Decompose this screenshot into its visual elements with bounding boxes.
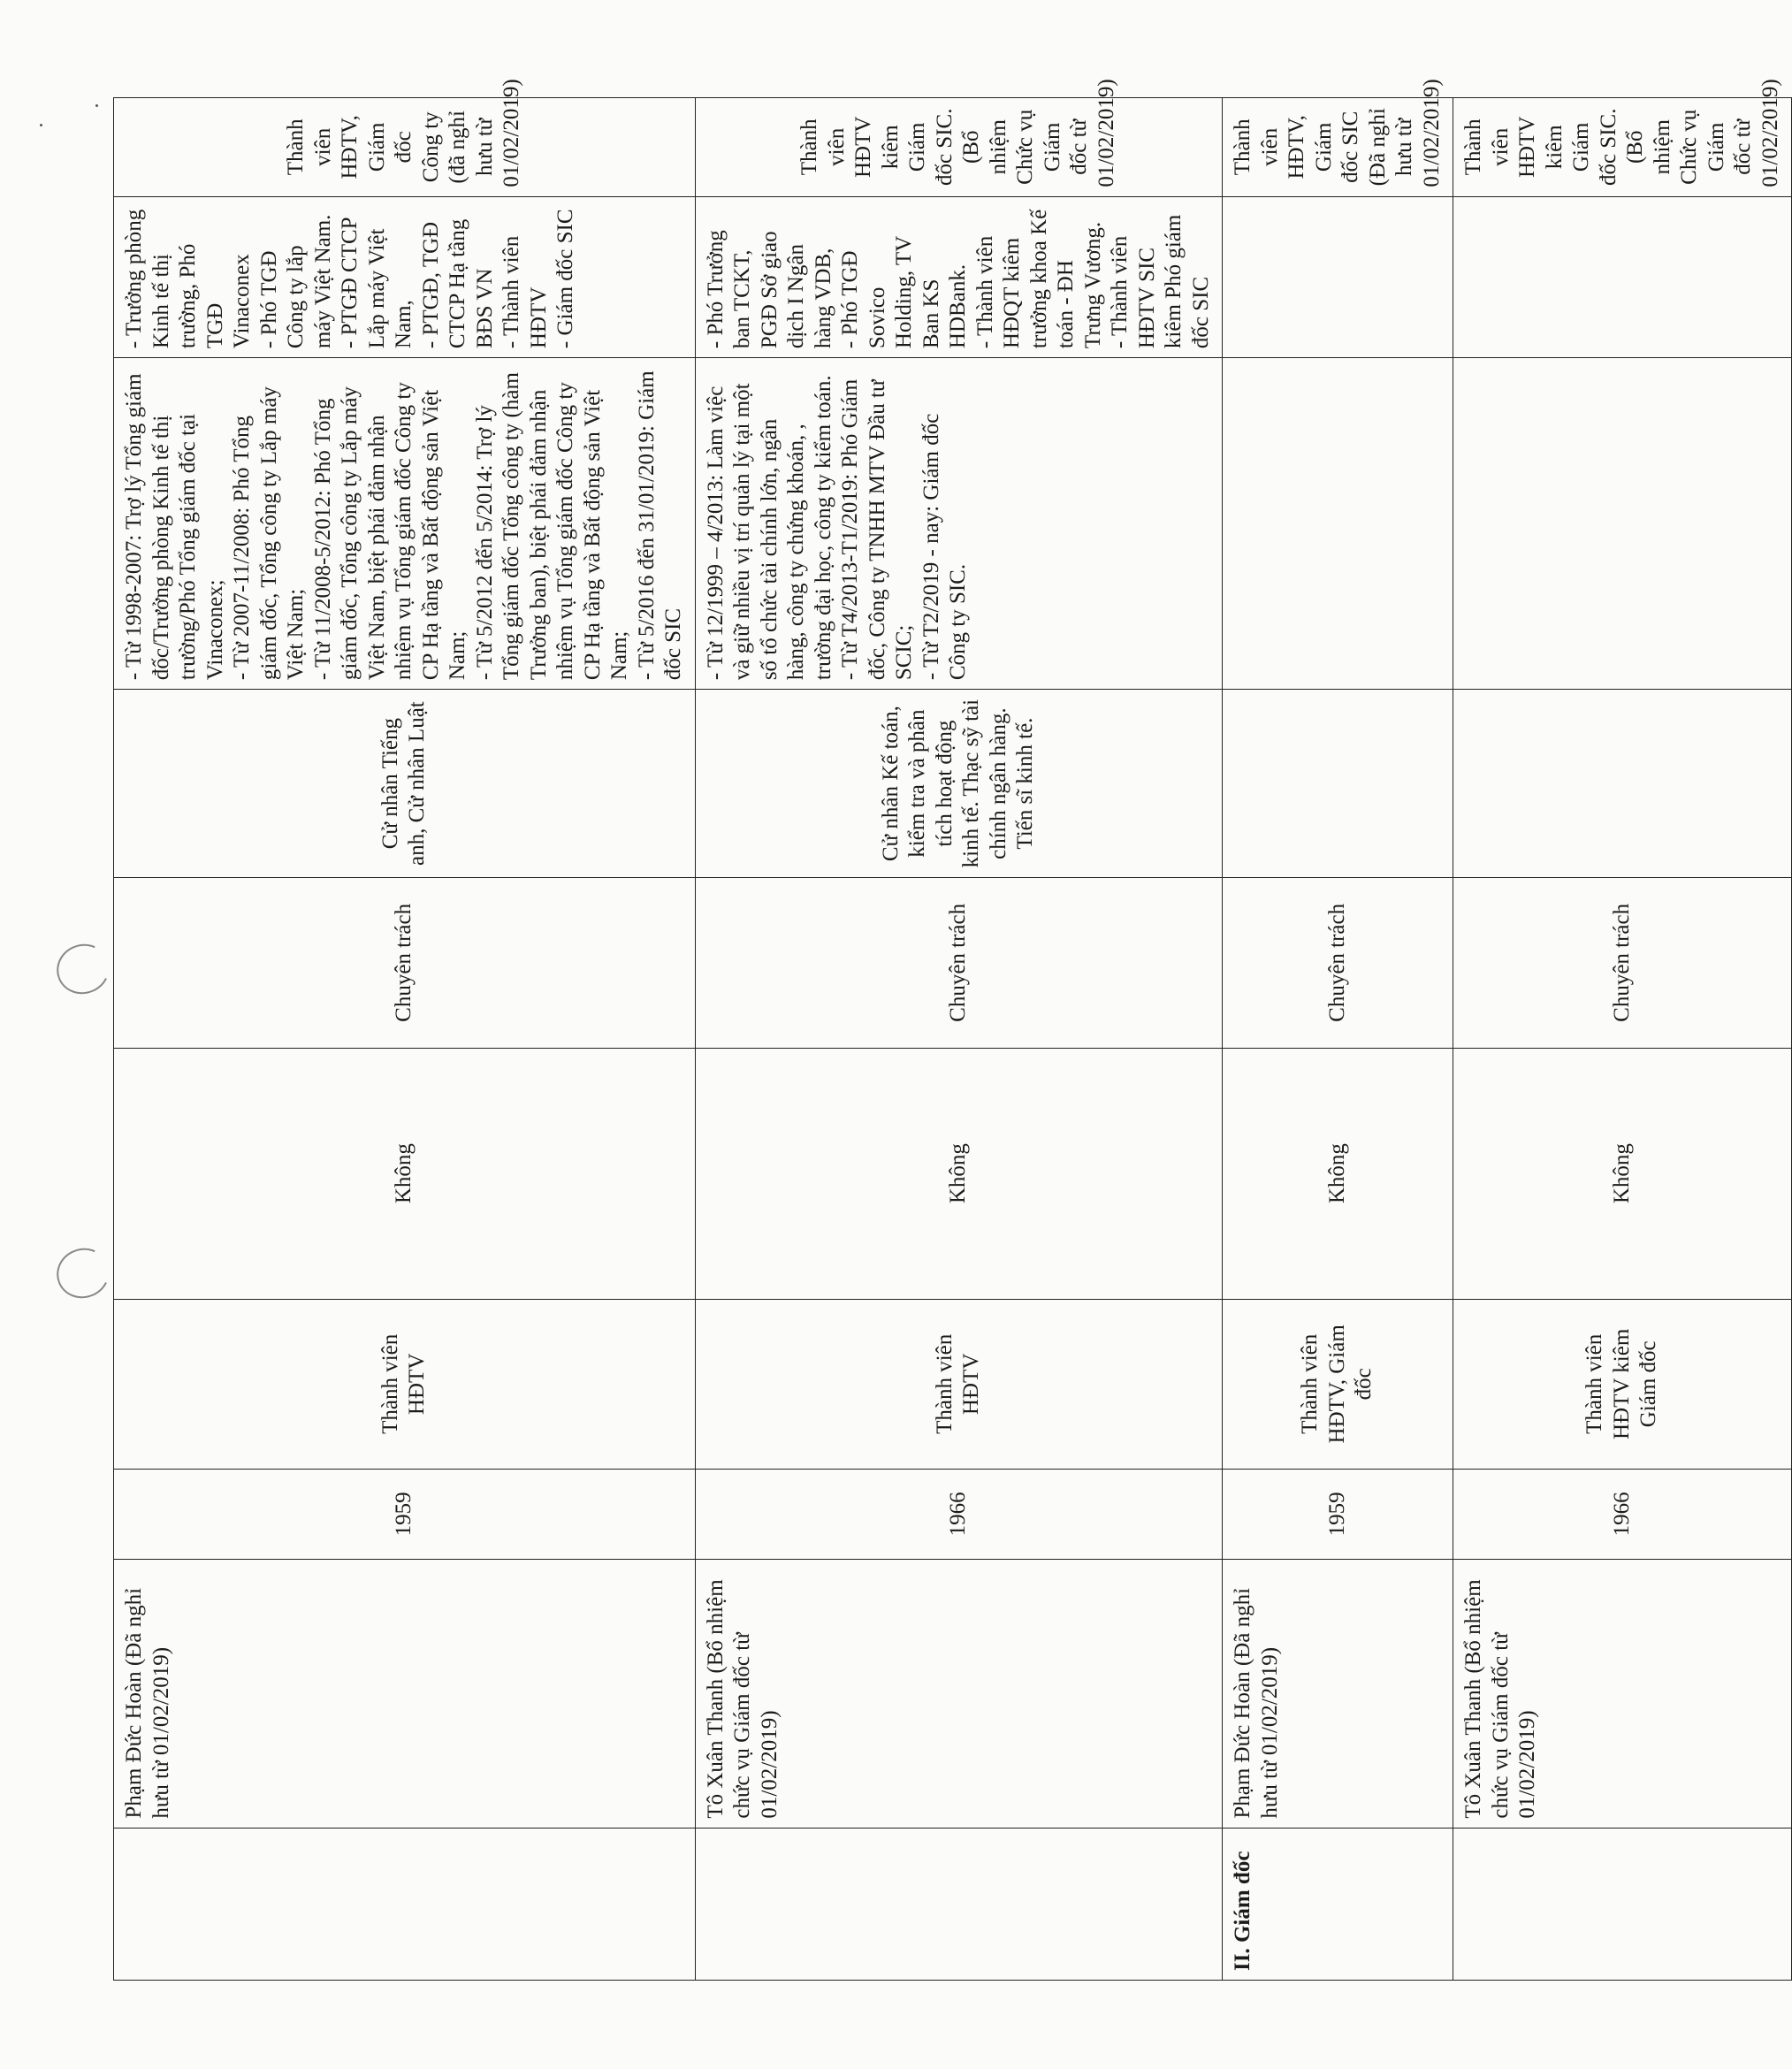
position-text: Thành viên HĐTV kiêm Giám đốc <box>1582 1328 1661 1439</box>
concurrent-roles-cell <box>114 196 696 357</box>
education-cell <box>1453 690 1792 878</box>
work-experience-cell <box>695 358 1223 690</box>
concurrent-roles-line: - Phó TGĐ Công ty lắp máy Việt Nam. <box>256 214 335 349</box>
work-experience-cell <box>1223 358 1453 690</box>
table-row <box>1223 98 1453 1981</box>
position-text: Thành viên HĐTV <box>377 1333 430 1434</box>
other-info-cell <box>114 1048 696 1299</box>
work-mode-text: Chuyên trách <box>1609 903 1634 1022</box>
work-experience-line: - Từ 5/2016 đến 31/01/2019: Giám đốc SIC <box>634 370 685 681</box>
table-row <box>114 98 696 1981</box>
section-cell <box>695 1828 1223 1980</box>
note-cell <box>695 79 1223 197</box>
note-text: Thành viên HĐTV, Giám đốc SIC (Đã nghỉ hưu từ 01/02/2019) <box>1231 79 1444 187</box>
position-cell <box>695 1299 1223 1470</box>
work-experience-line: - Từ 2007-11/2008: Phó Tổng giám đốc, Tổng công ty Lắp máy Việt Nam; <box>230 386 308 681</box>
position-cell <box>1223 1299 1453 1470</box>
name-text: Tô Xuân Thanh (Bổ nhiệm chức vụ Giám đốc từ 01/02/2019) <box>703 1579 782 1819</box>
note-text: Thành viên HĐTV kiêm Giám đốc SIC. (Bổ nhiệm Chức vụ Giám đốc từ 01/02/2019) <box>1461 79 1782 187</box>
table-body <box>114 79 1792 1981</box>
work-mode-cell <box>1453 878 1792 1049</box>
name-text: Phạm Đức Hoàn (Đã nghỉ hưu từ 01/02/2019) <box>122 1587 173 1819</box>
work-experience-line: - Từ T4/2013-T1/2019: Phó Giám đốc, Công ty TNHH MTV Đầu tư SCIC; <box>838 378 916 681</box>
concurrent-roles-line: - Phó Trưởng ban TCKT, PGĐ Sở giao dịch I Ngân hàng VDB, <box>703 230 835 349</box>
work-experience-line: - Từ T2/2019 - nay: Giám đốc Công ty SIC. <box>919 413 970 681</box>
concurrent-roles-line: - Thành viên HĐQT kiêm trưởng khoa Kế toán - ĐH Trưng Vương. <box>972 209 1105 349</box>
note-cell <box>1453 79 1792 197</box>
name-cell <box>114 1559 696 1828</box>
work-experience-line: - Từ 5/2012 đến 5/2014: Trợ lý Tổng giám đốc Tổng công ty (hàm Trưởng ban), biệt phái đảm nhận nhiệm vụ Tổng giám đốc Công ty CP Hạ tầng và Bất động sản Việt Nam; <box>472 372 631 681</box>
punch-hole-mark <box>50 1241 117 1305</box>
note-text: Thành viên HĐTV kiêm Giám đốc SIC. (Bổ nhiệm Chức vụ Giám đốc từ 01/02/2019) <box>797 79 1118 187</box>
note-cell <box>114 79 696 197</box>
birth-year-cell <box>1223 1470 1453 1559</box>
other-info-text: Không <box>392 1143 416 1204</box>
birth-year-text: 1966 <box>1609 1492 1634 1537</box>
section-cell <box>1223 1828 1453 1980</box>
scan-speck <box>95 104 98 107</box>
birth-year-text: 1966 <box>946 1492 970 1537</box>
note-cell <box>1223 79 1453 197</box>
work-experience-line: - Từ 12/1999 – 4/2013: Làm việc và giữ nhiều vị trí quản lý tại một số tổ chức tài chính lớn, ngân hàng, công ty chứng khoán, , trường đại học, công ty kiểm toán. <box>703 375 835 681</box>
concurrent-roles-cell <box>695 196 1223 357</box>
concurrent-roles-line: - PTGĐ CTCP Lắp máy Việt Nam, <box>338 218 416 349</box>
other-info-text: Không <box>946 1143 970 1204</box>
work-mode-cell <box>114 878 696 1049</box>
section-text: II. Giám đốc <box>1231 1851 1254 1971</box>
name-cell <box>695 1559 1223 1828</box>
education-cell <box>695 690 1223 878</box>
other-info-text: Không <box>1324 1143 1349 1204</box>
birth-year-cell <box>695 1470 1223 1559</box>
work-experience-cell <box>114 358 696 690</box>
personnel-table <box>113 79 1792 1981</box>
rotated-table-sheet <box>113 79 1782 1981</box>
position-text: Thành viên HĐTV <box>932 1333 984 1434</box>
birth-year-text: 1959 <box>392 1492 416 1537</box>
education-cell <box>1223 690 1453 878</box>
education-text: Cử nhân Kế toán, kiểm tra và phân tích hoạt động kinh tế. Thạc sỹ tài chính ngân hàng. Tiến sĩ kinh tế. <box>878 699 1038 868</box>
education-text: Cử nhân Tiếng anh, Cử nhân Luật <box>377 701 430 866</box>
concurrent-roles-line: - Trưởng phòng Kinh tế thị trường, Phó TGĐ Vinaconex <box>122 209 254 349</box>
punch-hole-mark <box>50 936 117 1001</box>
name-text: Tô Xuân Thanh (Bổ nhiệm chức vụ Giám đốc từ 01/02/2019) <box>1461 1579 1539 1819</box>
other-info-text: Không <box>1609 1143 1634 1204</box>
work-mode-cell <box>1223 878 1453 1049</box>
name-text: Phạm Đức Hoàn (Đã nghỉ hưu từ 01/02/2019) <box>1231 1587 1282 1819</box>
work-experience-line: - Từ 11/2008-5/2012: Phó Tổng giám đốc, Tổng công ty Lắp máy Việt Nam, biệt phái đảm nhận nhiệm vụ Tổng giám đốc Công ty CP Hạ tầng và Bất động sản Việt Nam; <box>310 382 469 681</box>
work-mode-text: Chuyên trách <box>1324 903 1349 1022</box>
education-cell <box>114 690 696 878</box>
section-cell <box>114 1828 696 1980</box>
section-cell <box>1453 1828 1792 1980</box>
work-mode-text: Chuyên trách <box>392 903 416 1022</box>
table-row <box>695 98 1223 1981</box>
note-text: Thành viên HĐTV, Giám đốc Công ty (đã nghỉ hưu từ 01/02/2019) <box>284 79 523 187</box>
concurrent-roles-line: - Thành viên HĐTV SIC kiêm Phó giám đốc SIC <box>1108 214 1213 349</box>
other-info-cell <box>1223 1048 1453 1299</box>
position-cell <box>1453 1299 1792 1470</box>
concurrent-roles-line: - PTGĐ, TGĐ CTCP Hạ tầng BĐS VN <box>418 218 497 349</box>
concurrent-roles-line: - Phó TGĐ Sovico Holding, TV Ban KS HDBank. <box>838 236 970 349</box>
position-cell <box>114 1299 696 1470</box>
work-experience-line: - Từ 1998-2007: Trợ lý Tổng giám đốc/Trưởng phòng Kinh tế thị trường/Phó Tổng giám đốc tại Vinaconex; <box>122 373 227 681</box>
work-mode-text: Chuyên trách <box>946 903 970 1022</box>
concurrent-roles-line: - Thành viên HĐTV <box>499 235 551 349</box>
table-row <box>1453 98 1792 1981</box>
scan-speck <box>40 124 42 126</box>
position-text: Thành viên HĐTV, Giám đốc <box>1298 1325 1376 1444</box>
concurrent-roles-line: - Giám đốc SIC <box>553 209 577 349</box>
concurrent-roles-cell <box>1223 196 1453 357</box>
birth-year-cell <box>1453 1470 1792 1559</box>
work-mode-cell <box>695 878 1223 1049</box>
other-info-cell <box>1453 1048 1792 1299</box>
birth-year-cell <box>114 1470 696 1559</box>
other-info-cell <box>695 1048 1223 1299</box>
work-experience-cell <box>1453 358 1792 690</box>
birth-year-text: 1959 <box>1324 1492 1349 1537</box>
concurrent-roles-cell <box>1453 196 1792 357</box>
name-cell <box>1453 1559 1792 1828</box>
name-cell <box>1223 1559 1453 1828</box>
